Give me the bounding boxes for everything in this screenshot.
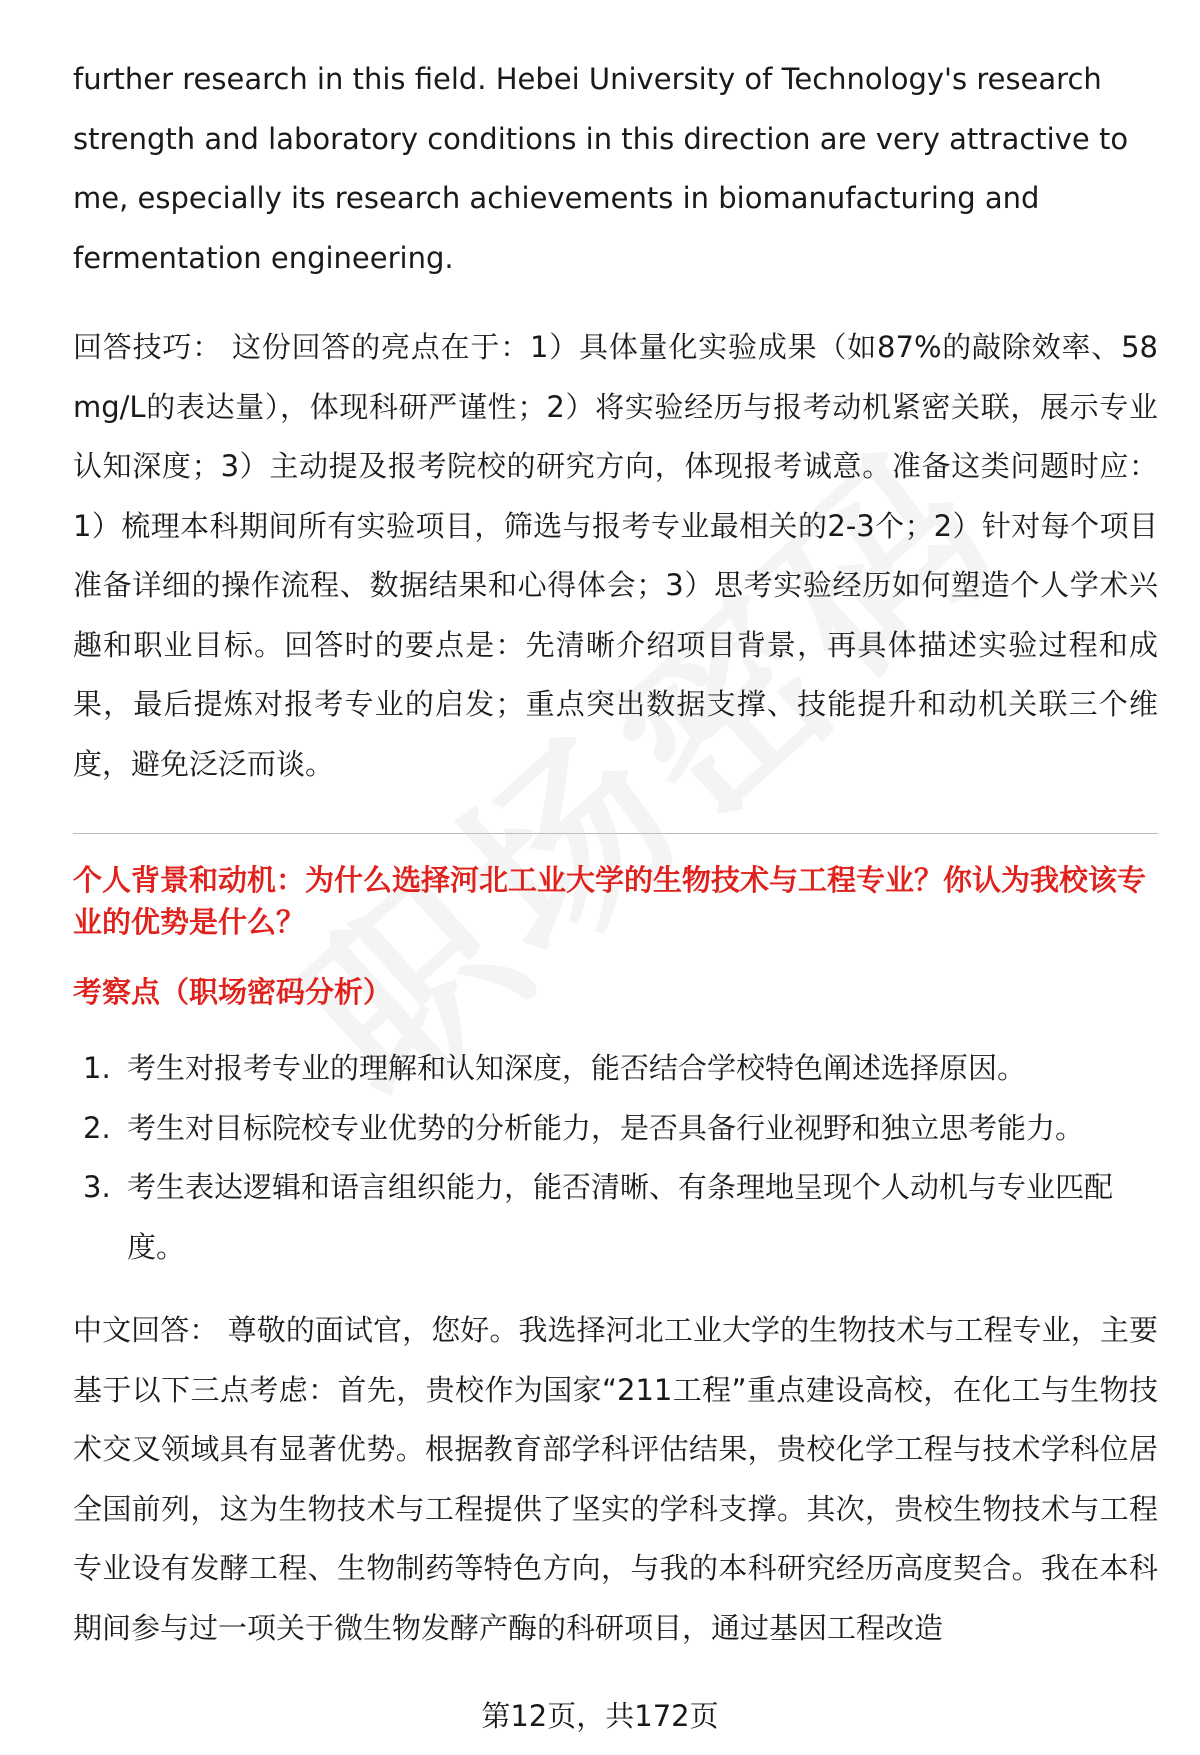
list-item-text: 考生对报考专业的理解和认知深度，能否结合学校特色阐述选择原因。 [127, 1051, 1027, 1085]
list-item-text: 考生表达逻辑和语言组织能力，能否清晰、有条理地呈现个人动机与专业匹配度。 [127, 1170, 1114, 1264]
list-item [73, 1039, 1158, 1099]
answer-tips-paragraph: 回答技巧： 这份回答的亮点在于：1）具体量化实验成果（如87%的敲除效率、58mg/L的表达量），体现科研严谨性；2）将实验经历与报考动机紧密关联，展示专业认知深度；3）主动提及报考院校的研究方向，体现报考诚意。准备这类问题时应：1）梳理本科期间所有实验项目，筛选与报考专业最相关的2-3个；2）针对每个项目准备详细的操作流程、数据结果和心得体会；3）思考实验经历如何塑造个人学术兴趣和职业目标。回答时的要点是：先清晰介绍项目背景，再具体描述实验过程和成果，最后提炼对报考专业的启发；重点突出数据支撑、技能提升和动机关联三个维度，避免泛泛而谈。 [73, 330, 1158, 781]
list-item-number: 1. [83, 1051, 111, 1085]
question-title: 个人背景和动机：为什么选择河北工业大学的生物技术与工程专业？你认为我校该专业的优势是什么？ [73, 863, 1147, 939]
list-item-number: 2. [83, 1110, 111, 1145]
exam-points-title: 考察点（职场密码分析） [73, 975, 393, 1009]
exam-points-list [73, 1039, 1158, 1277]
list-item [73, 1158, 1158, 1277]
document-page [73, 50, 1158, 1658]
section-divider [73, 833, 1158, 834]
chinese-answer-paragraph: 中文回答： 尊敬的面试官，您好。我选择河北工业大学的生物技术与工程专业，主要基于以下三点考虑：首先，贵校作为国家“211工程”重点建设高校，在化工与生物技术交叉领域具有显著优势。根据教育部学科评估结果，贵校化学工程与技术学科位居全国前列，这为生物技术与工程提供了坚实的学科支撑。其次，贵校生物技术与工程专业设有发酵工程、生物制药等特色方向，与我的本科研究经历高度契合。我在本科期间参与过一项关于微生物发酵产酶的科研项目，通过基因工程改造 [73, 1313, 1158, 1645]
page-number-footer: 第12页，共172页 [481, 1699, 719, 1733]
list-item [73, 1099, 1158, 1159]
list-item-text: 考生对目标院校专业优势的分析能力，是否具备行业视野和独立思考能力。 [127, 1110, 1085, 1145]
list-item-number: 3. [83, 1170, 111, 1204]
intro-paragraph: further research in this field. Hebei University of Technology's research strength and laboratory conditions in this direction are very attractive to me, especially its research achievements in biomanufacturing and fermentation engineering. [73, 62, 1129, 275]
